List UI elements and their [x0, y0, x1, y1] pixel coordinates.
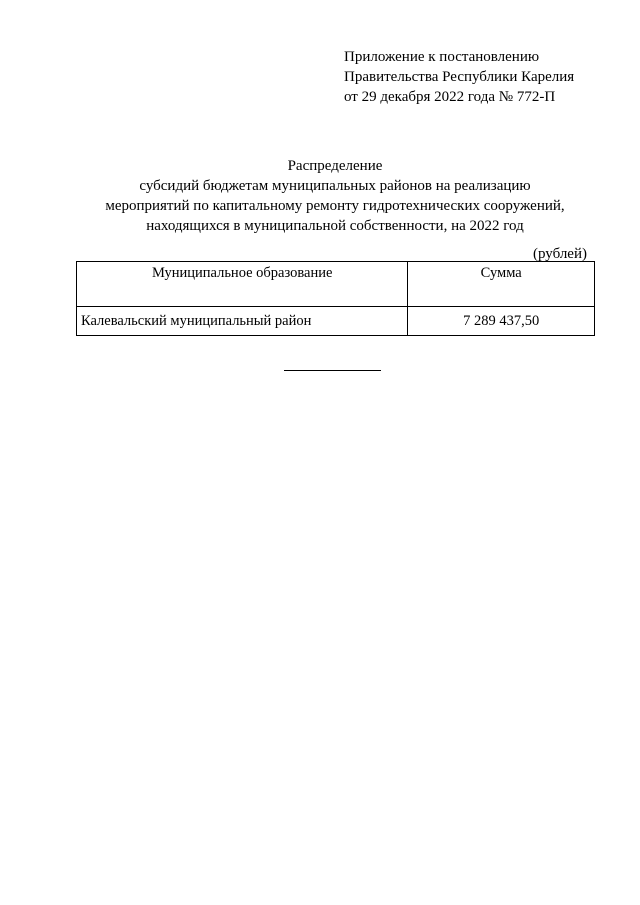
header-municipality: Муниципальное образование — [77, 262, 408, 307]
annex-line-2: Правительства Республики Карелия — [344, 69, 575, 85]
document-title — [70, 156, 600, 236]
title-line-1: Распределение — [287, 158, 383, 174]
annex-line-3: от 29 декабря 2022 года № 772-П — [344, 89, 556, 105]
title-line-4: находящихся в муниципальной собственности, на 2022 год — [146, 218, 524, 234]
header-amount: Сумма — [408, 262, 595, 307]
cell-municipality: Калевальский муниципальный район — [77, 307, 408, 336]
table-row — [77, 307, 595, 336]
cell-amount: 7 289 437,50 — [408, 307, 595, 336]
closing-rule — [284, 370, 381, 371]
title-line-2: субсидий бюджетам муниципальных районов на реализацию — [139, 178, 531, 194]
annex-line-1: Приложение к постановлению — [344, 49, 540, 65]
units-label: (рублей) — [532, 246, 587, 262]
allocation-table — [76, 261, 595, 336]
title-line-3: мероприятий по капитальному ремонту гидротехнических сооружений, — [105, 198, 565, 214]
table-header-row — [77, 262, 595, 307]
annex-reference — [344, 47, 574, 107]
